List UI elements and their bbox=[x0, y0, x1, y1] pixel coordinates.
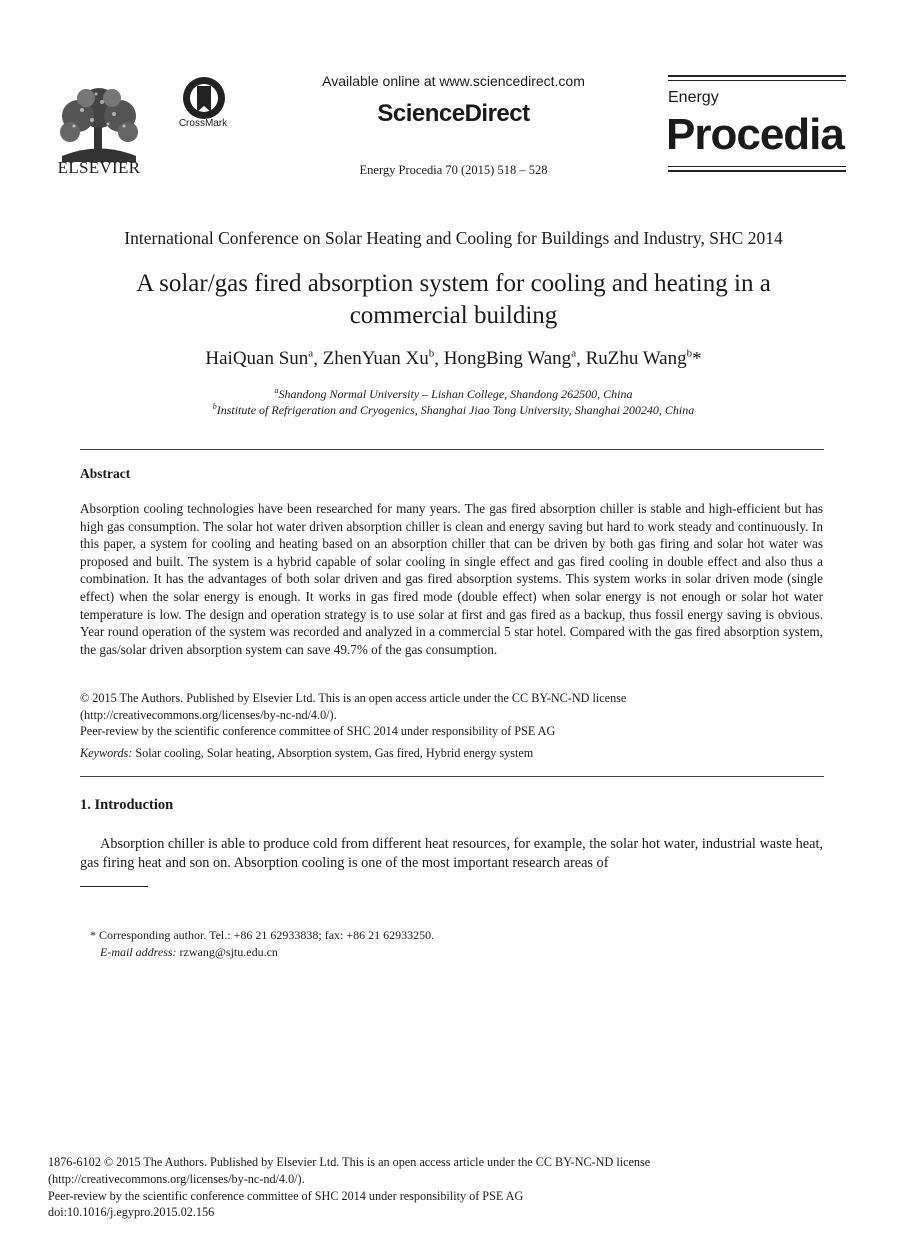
intro-paragraph: Absorption chiller is able to produce cold from different heat resources, for example, the solar hot water, industrial waste heat, gas firing heat and son on. Absorption cooling is one of the most important research areas of bbox=[80, 836, 823, 871]
affiliation: $^b$Institute of Refrigeration and Cryogenics, Shanghai Jiao Tong University, Shanghai 200240, China bbox=[212, 402, 695, 417]
footnote-rule bbox=[80, 886, 148, 887]
corresponding-author-note: * Corresponding author. Tel.: +86 21 62933838; fax: +86 21 62933250. bbox=[90, 928, 435, 942]
conference-name: International Conference on Solar Heating and Cooling for Buildings and Industry, SHC 2014 bbox=[124, 228, 783, 248]
journal-logo-rule bbox=[668, 170, 846, 172]
journal-logo-rule bbox=[668, 80, 846, 81]
publisher-name: ELSEVIER bbox=[57, 158, 141, 177]
section-heading: 1. Introduction bbox=[80, 797, 174, 813]
author: RuZhu Wang$^b$ bbox=[585, 348, 693, 370]
paper-title: A solar/gas fired absorption system for cooling and heating in a commercial building bbox=[136, 270, 771, 329]
section-divider bbox=[80, 776, 824, 777]
author: ZhenYuan Xu$^b$ bbox=[322, 348, 435, 370]
email-note: E-mail address: rzwang@sjtu.edu.cn bbox=[100, 945, 278, 959]
journal-logo-large: Procedia bbox=[666, 110, 844, 159]
available-online-link[interactable]: Available online at www.sciencedirect.com bbox=[322, 73, 585, 89]
sciencedirect-logo[interactable]: ScienceDirect bbox=[377, 100, 530, 127]
section-divider bbox=[80, 449, 824, 450]
author: HongBing Wang$^a$ bbox=[443, 348, 577, 370]
crossmark-label: CrossMark bbox=[178, 118, 228, 129]
copyright-notice: © 2015 The Authors. Published by Elsevier Ltd. This is an open access article under the CC BY-NC-ND license bbox=[80, 691, 627, 705]
keywords: Keywords: Solar cooling, Solar heating, Absorption system, Gas fired, Hybrid energy system bbox=[80, 746, 534, 760]
journal-logo-rule bbox=[668, 166, 846, 167]
abstract-text: Absorption cooling technologies have been researched for many years. The gas fired absorption chiller is stable and high-efficient but has high gas consumption. The solar hot water driven absorption chiller is clean and energy saving but hard to work steady and continuously. In this paper, a system for cooling and heating based on an absorption chiller that can be driven by both gas firing and solar hot water was proposed and built. The system is a hybrid capable of solar cooling in single effect and gas fired cooling in double effect and also thus a combination. It has the advantages of both solar driven and gas fired absorption systems. This system works in solar driven mode (single effect) when the solar energy is enough. It works in gas fired mode (double effect) when solar energy is not enough or solar hot water temperature is low. The design and operation strategy is to use solar at first and gas fired as a backup, thus fossil energy saving is obvious. Year round operation of the system was recorded and analyzed in a commercial 5 star hotel. Compared with the gas fired absorption system, the gas/solar driven absorption system can save 49.7% of the gas consumption. bbox=[80, 501, 823, 657]
journal-logo-rule bbox=[668, 75, 846, 77]
doi[interactable]: doi:10.1016/j.egypro.2015.02.156 bbox=[48, 1205, 215, 1220]
affiliation: $^a$Shandong Normal University – Lishan College, Shandong 262500, China bbox=[274, 386, 633, 401]
license-link[interactable]: (http://creativecommons.org/licenses/by-nc-nd/4.0/). bbox=[48, 1171, 305, 1186]
abstract-heading: Abstract bbox=[80, 466, 131, 481]
author-list: HaiQuan Sun$^a$, ZhenYuan Xu$^b$, HongBing Wang$^a$, RuZhu Wang$^b$* bbox=[205, 348, 702, 370]
peer-review-note: Peer-review by the scientific conference committee of SHC 2014 under responsibility of PSE AG bbox=[80, 724, 556, 738]
bottom-publication-info: 1876-6102 © 2015 The Authors. Published by Elsevier Ltd. This is an open access article under the CC BY-NC-ND license (http://creativecommons.org/licenses/by-nc-nd/4.0/). Peer-review by the scientific conference committee of SHC 2014 under responsibility of PSE AG doi:10.1016/j.egypro.2015.02.156 bbox=[48, 1154, 848, 1221]
journal-logo-small: Energy bbox=[668, 89, 719, 106]
email-link[interactable]: rzwang@sjtu.edu.cn bbox=[179, 945, 278, 959]
author: HaiQuan Sun$^a$ bbox=[205, 348, 314, 370]
journal-reference: Energy Procedia 70 (2015) 518 – 528 bbox=[359, 163, 548, 177]
license-link[interactable]: (http://creativecommons.org/licenses/by-nc-nd/4.0/). bbox=[80, 708, 337, 722]
